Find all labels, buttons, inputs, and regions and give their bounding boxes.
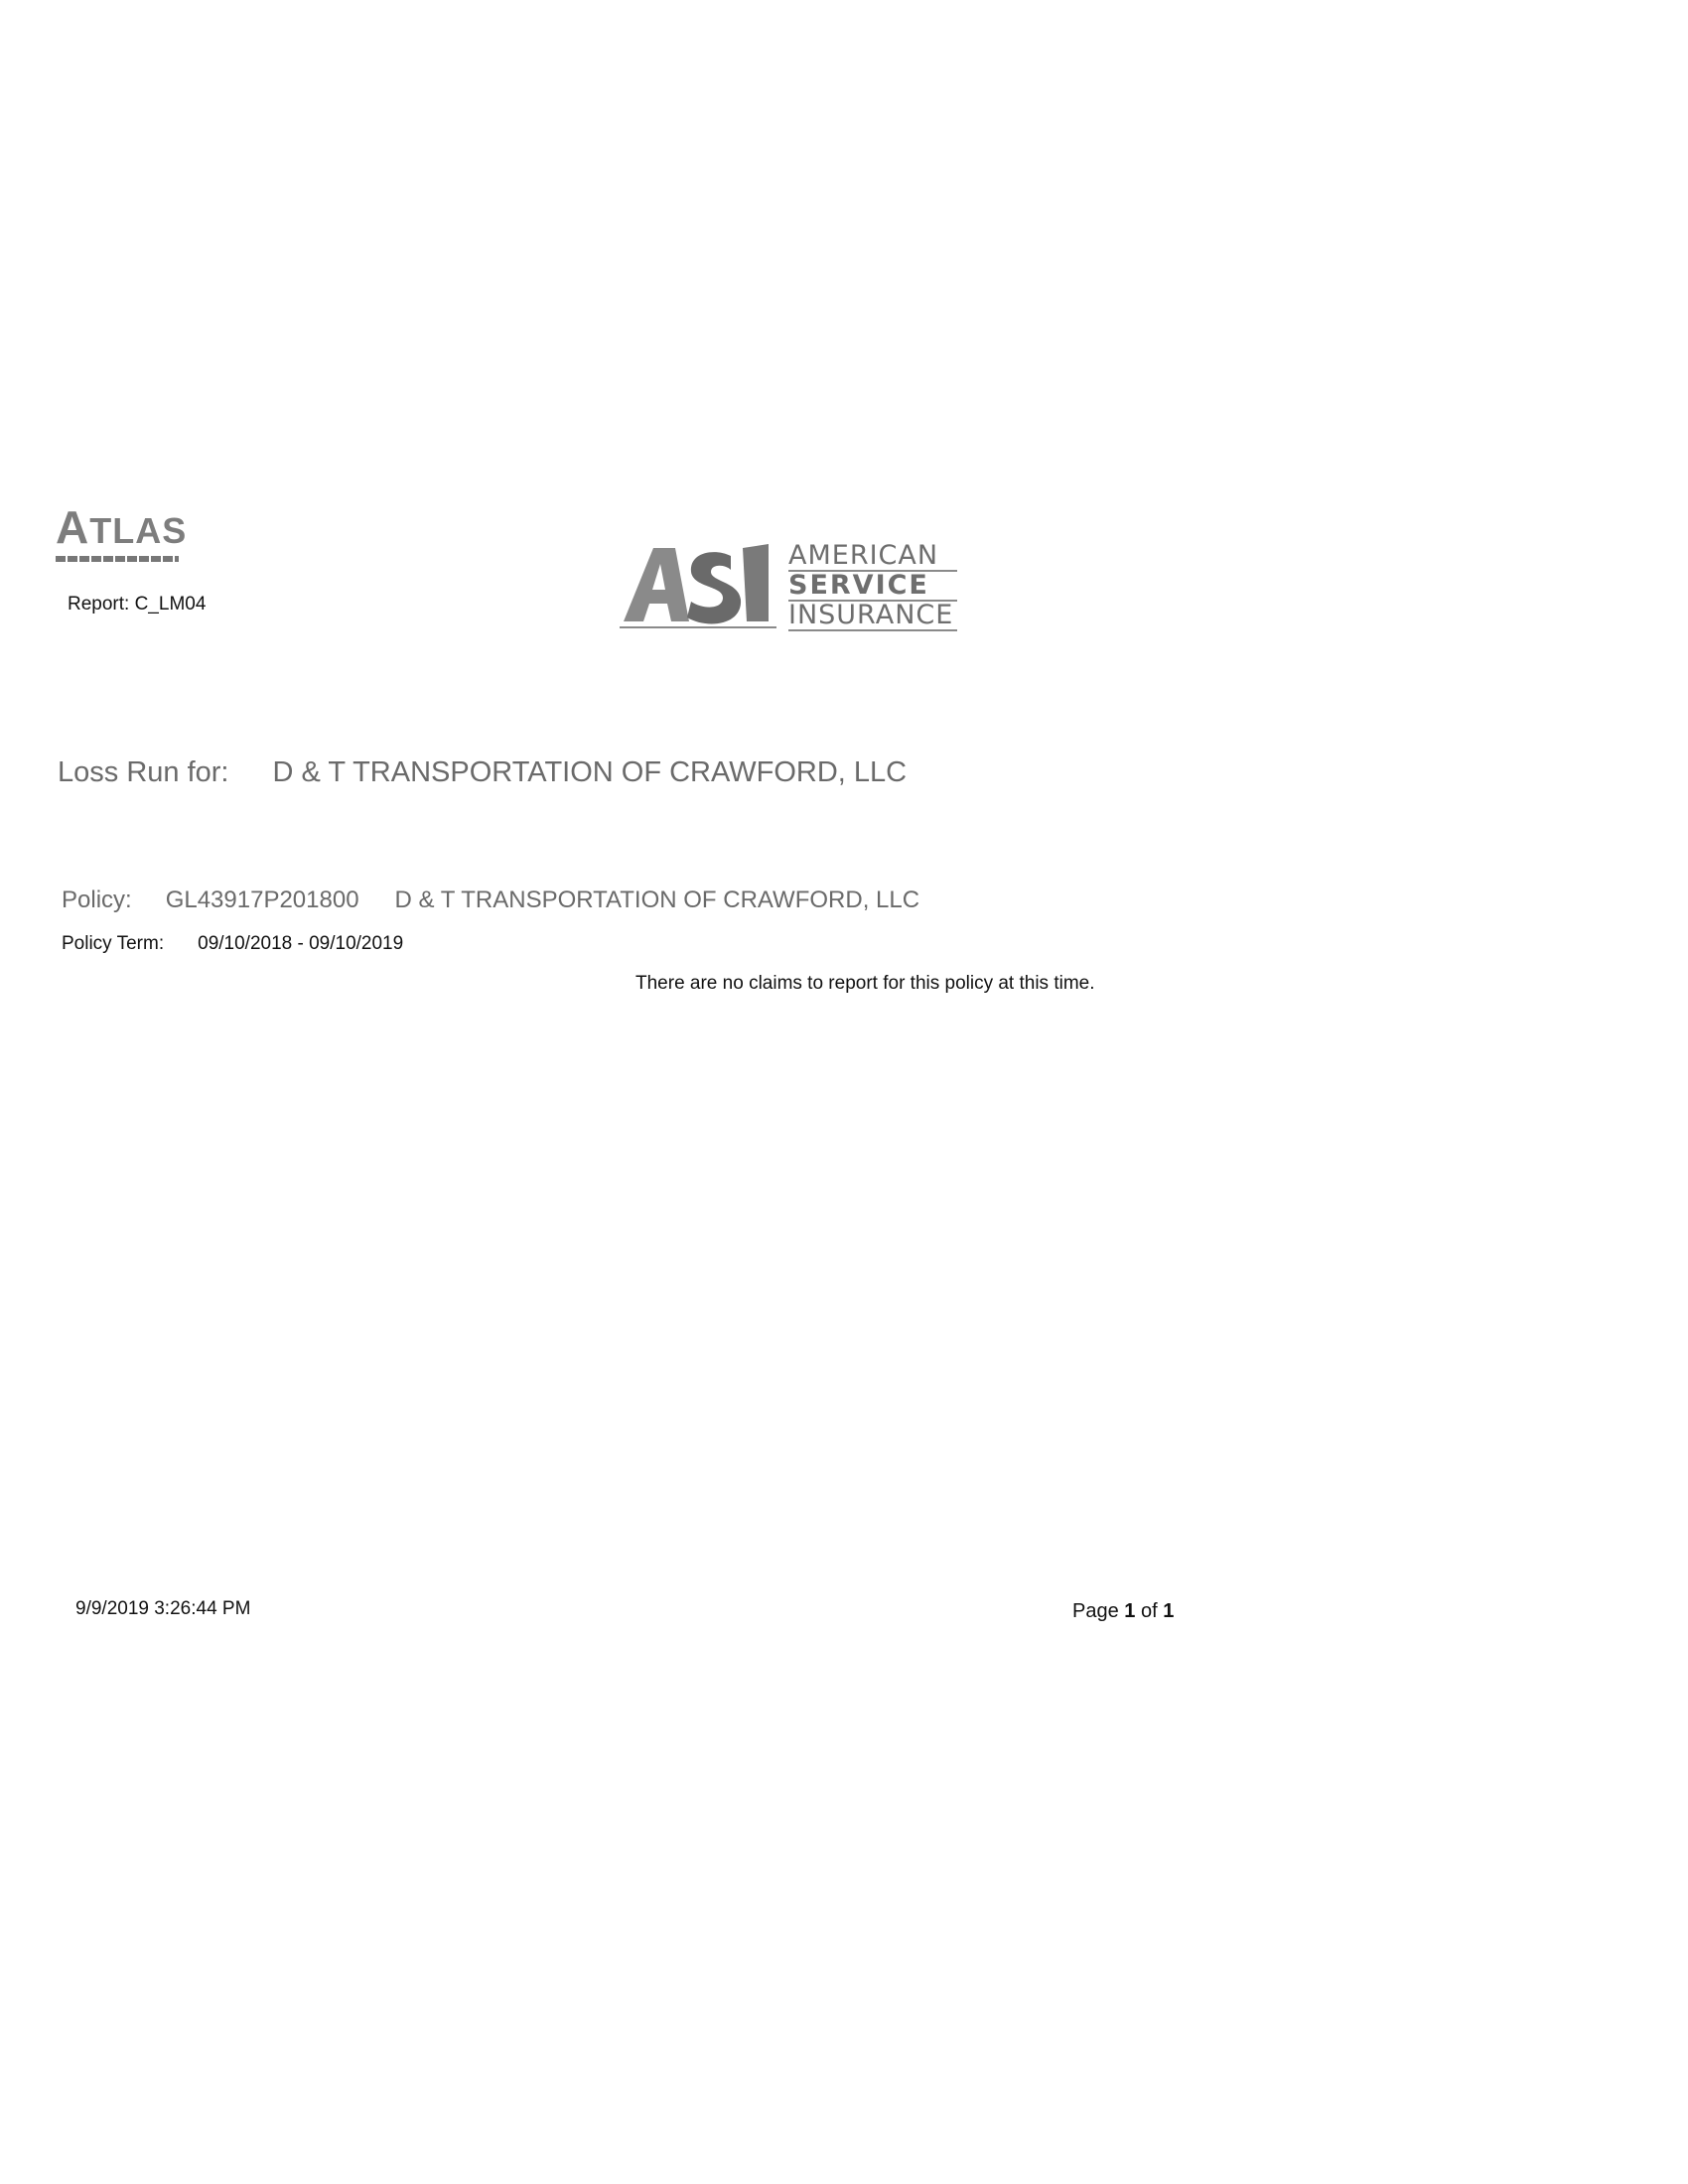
asi-logo-text bbox=[788, 542, 957, 631]
policy-insured: D & T TRANSPORTATION OF CRAWFORD, LLC bbox=[394, 887, 920, 913]
asi-logo-line-american: AMERICAN bbox=[788, 542, 957, 572]
no-claims-message: There are no claims to report for this policy at this time. bbox=[635, 973, 1095, 994]
report-timestamp: 9/9/2019 3:26:44 PM bbox=[75, 1598, 251, 1619]
asi-logo bbox=[620, 542, 957, 633]
loss-run-insured: D & T TRANSPORTATION OF CRAWFORD, LLC bbox=[272, 756, 908, 788]
loss-run-heading bbox=[58, 756, 907, 789]
policy-label: Policy: bbox=[62, 887, 132, 913]
asi-logo-line-service: SERVICE bbox=[788, 572, 957, 602]
atlas-logo bbox=[56, 501, 188, 582]
loss-run-label: Loss Run for: bbox=[58, 756, 229, 788]
policy-term-value: 09/10/2018 - 09/10/2019 bbox=[198, 933, 404, 954]
policy-number: GL43917P201800 bbox=[165, 887, 359, 913]
page-number bbox=[1072, 1600, 1174, 1623]
atlas-logo-wordmark: ATLAS bbox=[56, 501, 188, 553]
atlas-logo-bar bbox=[56, 556, 179, 562]
report-id: Report: C_LM04 bbox=[68, 594, 207, 614]
policy-term bbox=[62, 933, 403, 955]
page-of: of bbox=[1140, 1600, 1158, 1622]
page-current: 1 bbox=[1124, 1600, 1136, 1622]
asi-logo-mark bbox=[620, 542, 778, 633]
policy-line bbox=[62, 887, 919, 914]
page-prefix: Page bbox=[1072, 1600, 1119, 1622]
asi-logo-line-insurance: INSURANCE bbox=[788, 602, 957, 631]
policy-term-label: Policy Term: bbox=[62, 933, 165, 954]
page-total: 1 bbox=[1163, 1600, 1175, 1622]
